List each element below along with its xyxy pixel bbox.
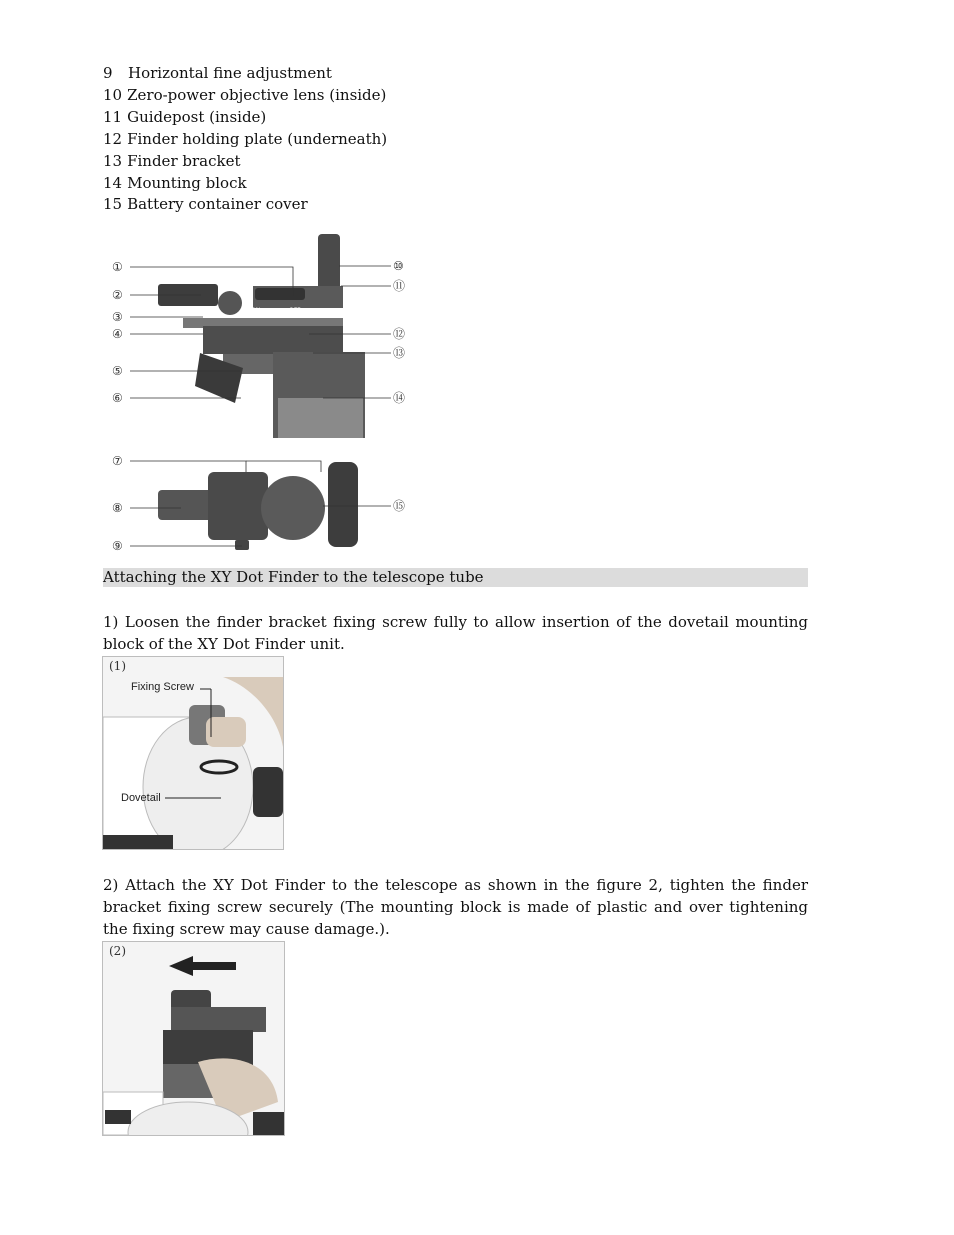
finder-side-view: [158, 234, 365, 438]
item-number: 10: [103, 85, 123, 104]
item-label: Battery container cover: [127, 195, 308, 214]
callout-12: ⑫: [393, 327, 406, 341]
callout-8: ⑧: [112, 501, 123, 515]
item-label: Zero-power objective lens (inside): [127, 85, 387, 104]
list-item: [103, 194, 503, 216]
item-label: Mounting block: [127, 173, 247, 192]
list-item: [103, 129, 503, 151]
list-item: [103, 107, 503, 129]
item-number: 14: [103, 173, 123, 192]
figure-1-photo: [102, 656, 284, 850]
list-item: [103, 173, 503, 195]
callout-13: ⑬: [393, 346, 406, 360]
figure-2-illustration: [103, 942, 284, 1135]
callout-10: ⑩: [393, 259, 404, 273]
item-label: Horizontal fine adjustment: [128, 64, 332, 82]
step1-text: 1) Loosen the finder bracket fixing screw fully to allow insertion of the dovetail mounting block of the XY Dot Finder unit.: [103, 613, 808, 653]
item-number: 11: [103, 107, 123, 126]
callout-7: ⑦: [112, 454, 123, 468]
callout-11: ⑪: [393, 279, 406, 293]
switch-on-label: ON: [251, 307, 261, 314]
callout-9: ⑨: [112, 539, 123, 553]
callout-3: ③: [112, 310, 123, 324]
parts-list: [103, 63, 503, 216]
callout-4: ④: [112, 327, 123, 341]
callout-1: ①: [112, 260, 123, 274]
callout-14: ⑭: [393, 391, 406, 405]
list-item: [103, 151, 503, 173]
figure-1-tag: (1): [109, 659, 126, 673]
list-item: [103, 63, 503, 85]
list-item: [103, 85, 503, 107]
fixing-screw-label: Fixing Screw: [131, 681, 194, 693]
step2-text: 2) Attach the XY Dot Finder to the telescope as shown in the figure 2, tighten the finder bracket fixing screw securely (The mounting block is made of plastic and over tightening the fixing screw may cause damage.).: [103, 876, 808, 938]
item-label: Finder holding plate (underneath): [127, 129, 388, 148]
item-number: 15: [103, 195, 123, 214]
item-number: 9: [103, 64, 113, 82]
callout-5: ⑤: [112, 364, 123, 378]
dovetail-label: Dovetail: [121, 792, 161, 804]
item-label: Guidepost (inside): [127, 107, 267, 126]
finder-diagram-svg: [103, 228, 423, 556]
item-number: 13: [103, 151, 123, 170]
figure-2-photo: [102, 941, 285, 1136]
item-number: 12: [103, 129, 123, 148]
callout-15: ⑮: [393, 499, 406, 513]
section-heading: Attaching the XY Dot Finder to the telescope tube: [103, 568, 808, 587]
callout-2: ②: [112, 288, 123, 302]
figure-2-tag: (2): [109, 944, 126, 958]
callout-6: ⑥: [112, 391, 123, 405]
item-label: Finder bracket: [127, 151, 241, 170]
parts-diagram: [103, 228, 423, 556]
switch-off-label: OFF: [289, 307, 301, 314]
